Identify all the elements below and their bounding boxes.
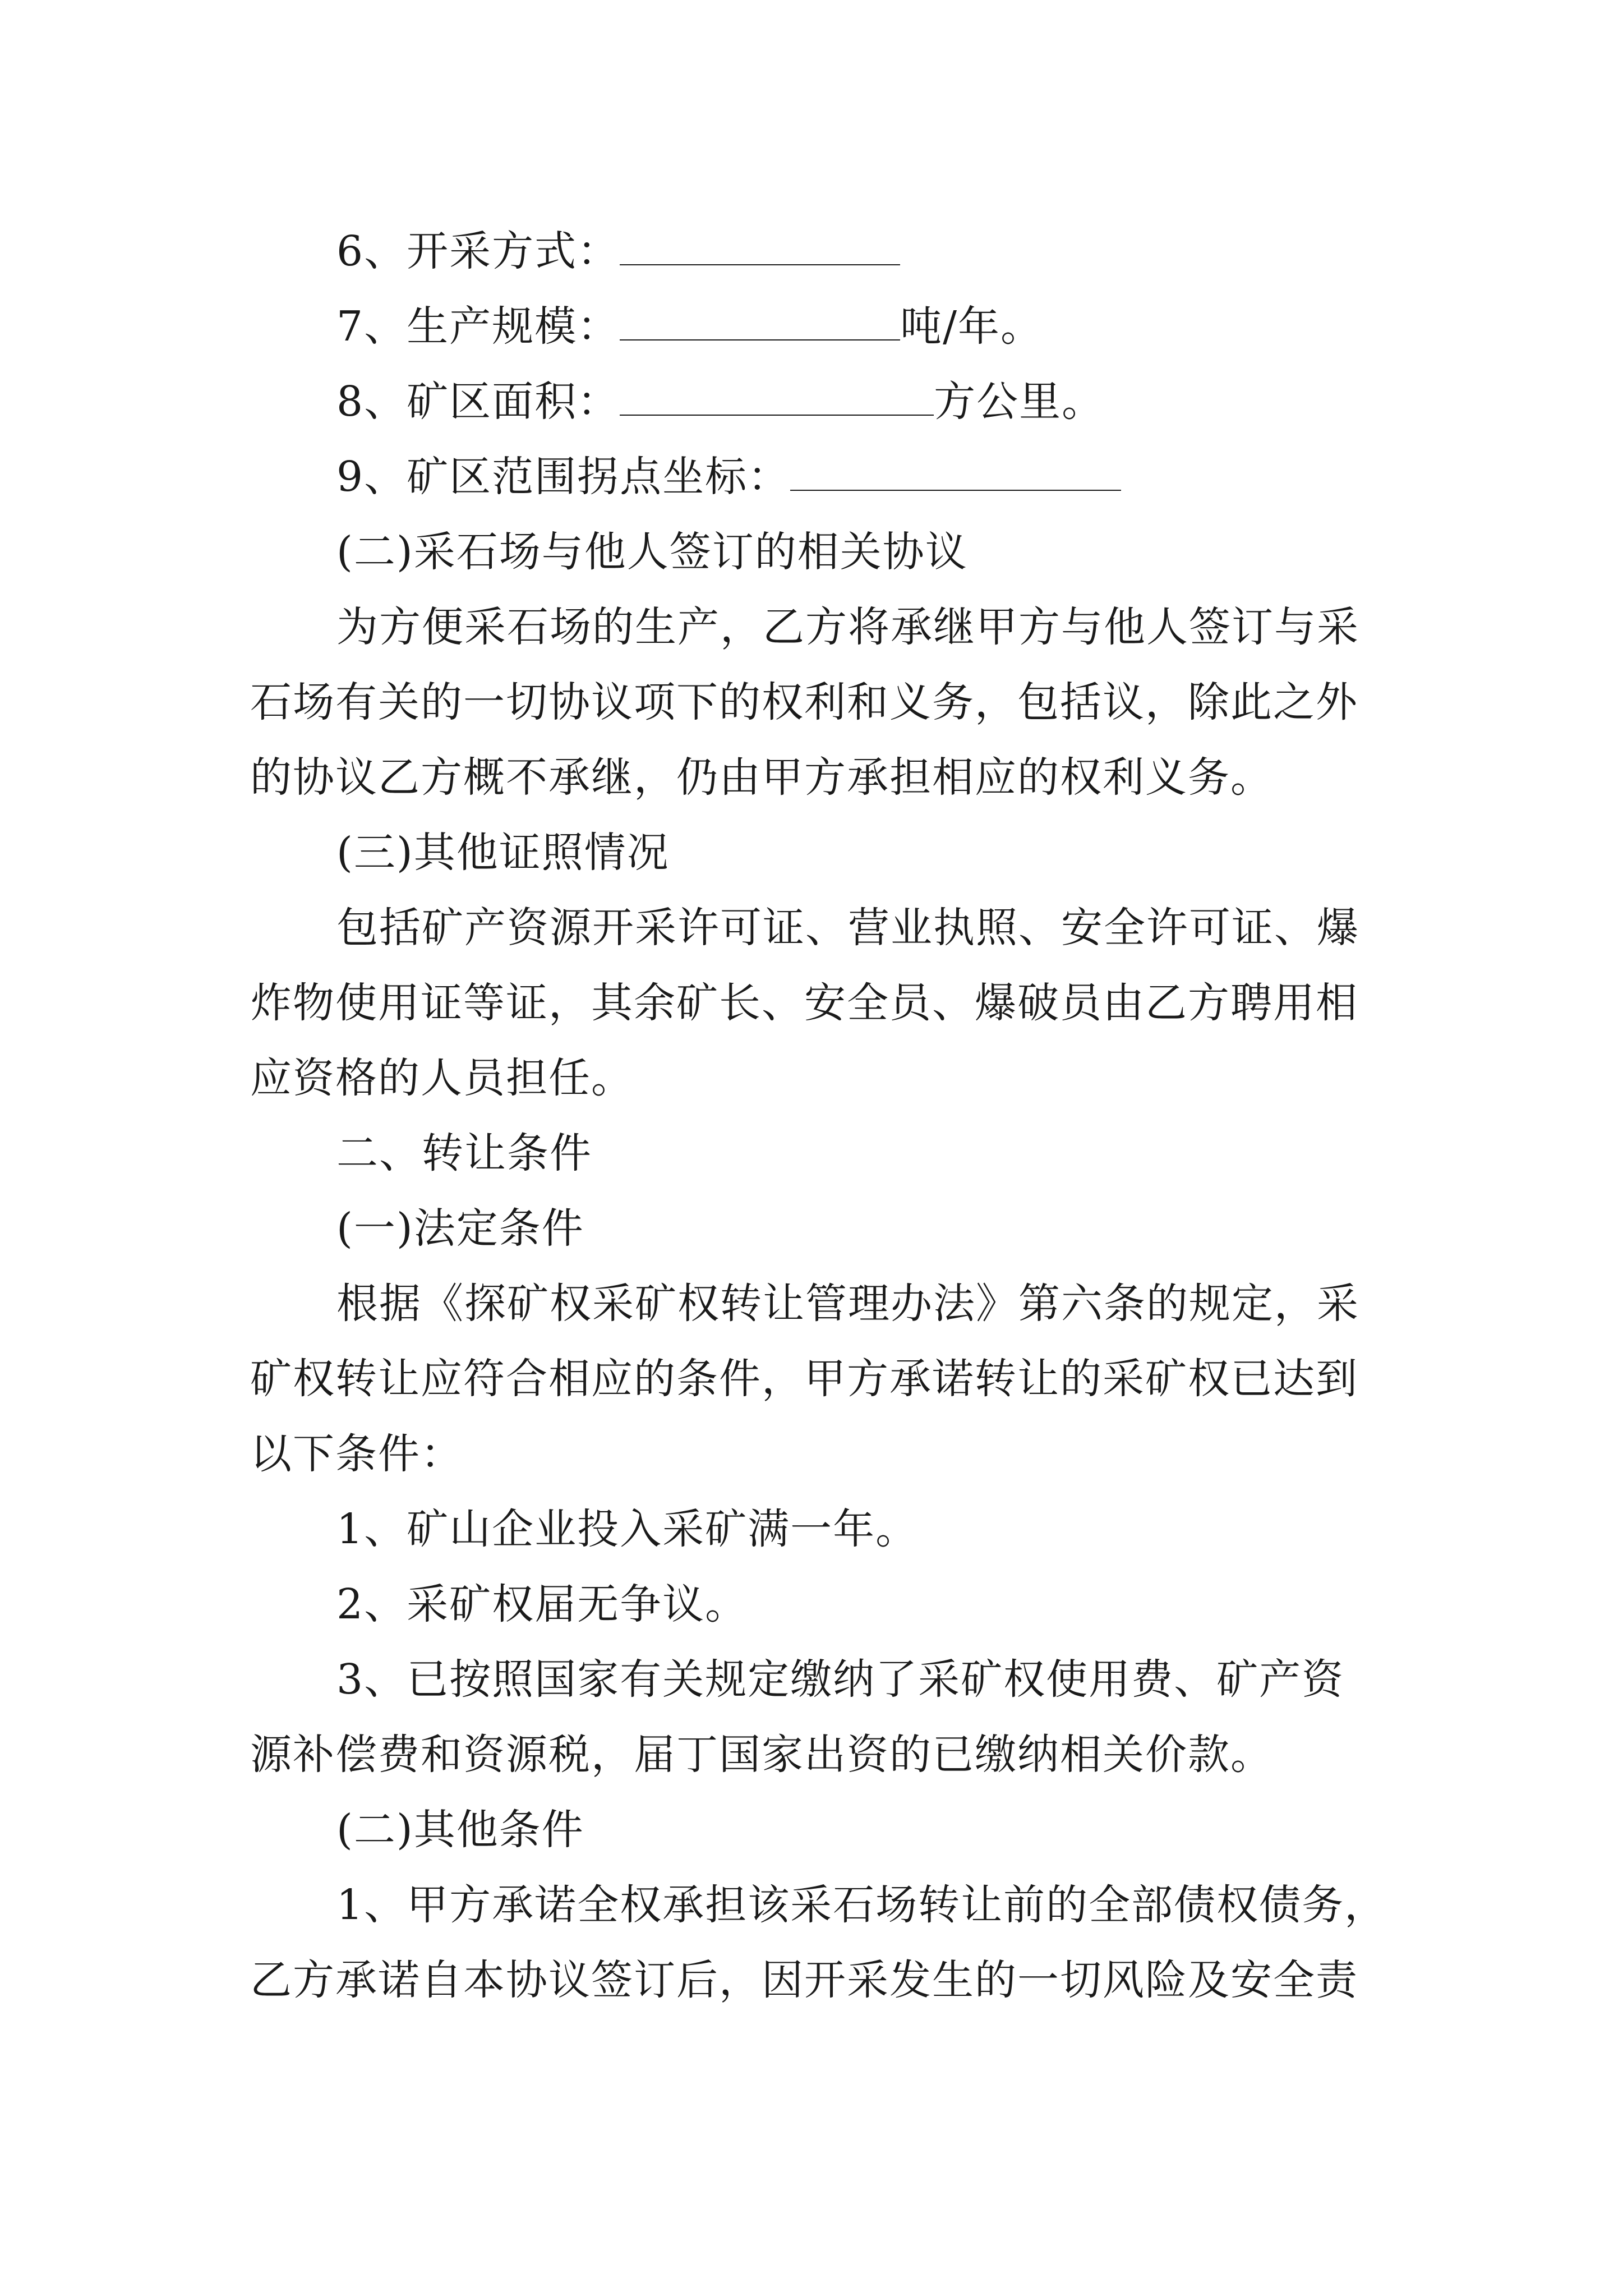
paragraph-line: 矿权转让应符合相应的条件，甲方承诺转让的采矿权已达到 xyxy=(250,1355,1358,1403)
section-heading: 二、转让条件 xyxy=(336,1129,592,1177)
field-label: 8、矿区面积： xyxy=(336,378,620,426)
field-label: 7、生产规模： xyxy=(336,302,620,351)
list-item: 1、甲方承诺全权承担该采石场转让前的全部债权债务， xyxy=(336,1881,1387,1929)
field-unit: 吨/年。 xyxy=(900,302,1044,351)
paragraph-line: 乙方承诺自本协议签订后，因开采发生的一切风险及安全责 xyxy=(250,1956,1358,2004)
paragraph-line: 以下条件： xyxy=(250,1430,463,1478)
paragraph-line: 炸物使用证等证，其余矿长、安全员、爆破员由乙方聘用相 xyxy=(250,979,1358,1027)
paragraph-line: 应资格的人员担任。 xyxy=(250,1054,634,1102)
blank-underline xyxy=(620,380,934,416)
paragraph-line: 源补偿费和资源税，届丁国家出资的已缴纳相关价款。 xyxy=(250,1731,1273,1779)
section-heading: (一)法定条件 xyxy=(336,1204,584,1253)
field-label: 9、矿区范围拐点坐标： xyxy=(336,453,791,501)
list-item: 1、矿山企业投入采矿满一年。 xyxy=(336,1505,919,1553)
paragraph-line: 为方便采石场的生产，乙方将承继甲方与他人签订与采 xyxy=(336,603,1359,651)
field-mining-method xyxy=(336,223,900,279)
list-item: 3、已按照国家有关规定缴纳了采矿权使用费、矿产资 xyxy=(336,1655,1345,1704)
field-label: 6、开采方式： xyxy=(336,227,620,275)
field-production-scale xyxy=(336,298,1043,355)
paragraph-line: 包括矿产资源开采许可证、营业执照、安全许可证、爆 xyxy=(336,904,1359,952)
section-heading: (二)采石场与他人签订的相关协议 xyxy=(336,528,968,576)
blank-underline xyxy=(620,305,900,341)
section-heading: (二)其他条件 xyxy=(336,1806,584,1854)
blank-underline xyxy=(790,455,1121,491)
field-unit: 方公里。 xyxy=(934,378,1105,426)
list-item: 2、采矿权届无争议。 xyxy=(336,1580,748,1628)
field-mine-area xyxy=(336,374,1104,430)
field-inflection-coordinates xyxy=(336,449,1121,505)
paragraph-line: 根据《探矿权采矿权转让管理办法》第六条的规定，采 xyxy=(336,1280,1359,1328)
blank-underline xyxy=(620,229,900,265)
paragraph-line: 的协议乙方概不承继，仍由甲方承担相应的权利义务。 xyxy=(250,753,1273,802)
paragraph-line: 石场有关的一切协议项下的权利和义务，包括议，除此之外 xyxy=(250,678,1358,726)
section-heading: (三)其他证照情况 xyxy=(336,829,670,877)
